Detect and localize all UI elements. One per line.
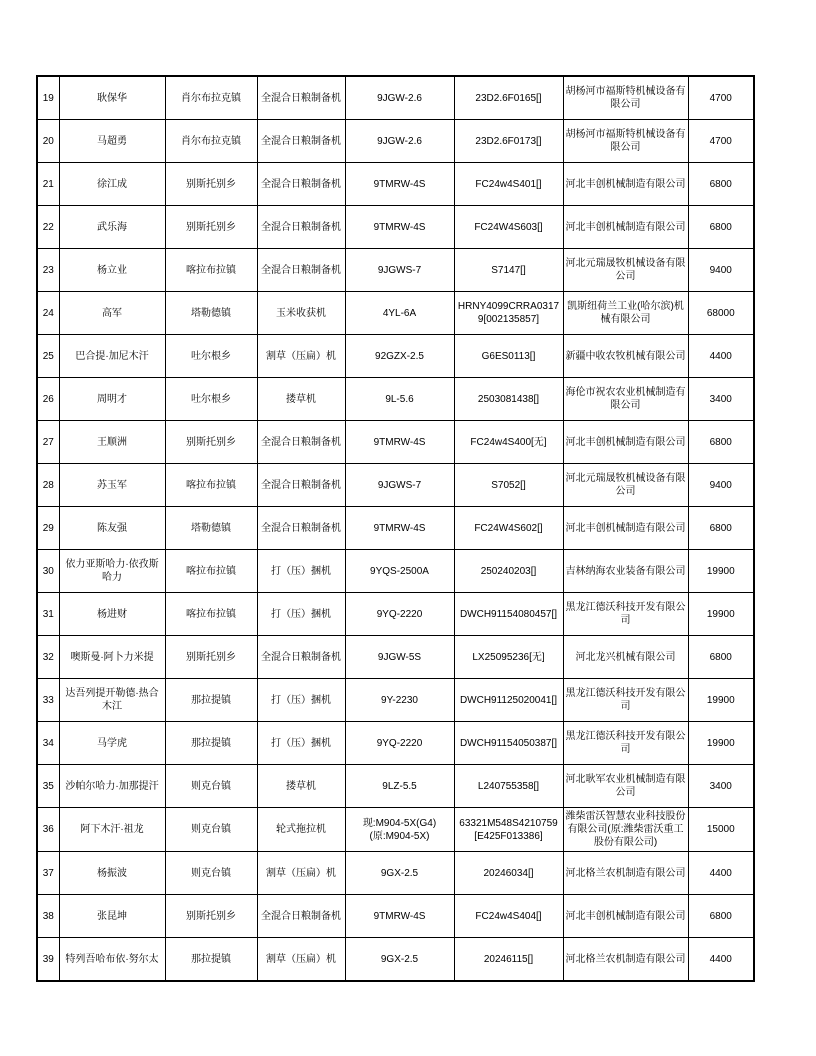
cell-model: 9JGWS-7 (345, 464, 454, 507)
cell-serial-number: DWCH91154050387[] (454, 722, 563, 765)
cell-township: 则克台镇 (165, 808, 257, 852)
cell-name: 高军 (59, 292, 165, 335)
cell-model: 9TMRW-4S (345, 163, 454, 206)
cell-manufacturer: 黑龙江德沃科技开发有限公司 (563, 679, 688, 722)
cell-model: 9Y-2230 (345, 679, 454, 722)
cell-row-number: 34 (37, 722, 59, 765)
table-row (37, 852, 754, 895)
cell-machine-type: 搂草机 (257, 765, 345, 808)
cell-machine-type: 全混合日粮制备机 (257, 206, 345, 249)
cell-row-number: 25 (37, 335, 59, 378)
table-row (37, 765, 754, 808)
subsidy-table-body (37, 76, 754, 981)
cell-machine-type: 全混合日粮制备机 (257, 507, 345, 550)
table-row (37, 679, 754, 722)
cell-manufacturer: 胡杨河市福斯特机械设备有限公司 (563, 120, 688, 163)
cell-township: 则克台镇 (165, 765, 257, 808)
cell-row-number: 28 (37, 464, 59, 507)
cell-machine-type: 割草（压扁）机 (257, 335, 345, 378)
cell-price: 4700 (688, 76, 754, 120)
cell-machine-type: 玉米收获机 (257, 292, 345, 335)
cell-township: 肖尔布拉克镇 (165, 76, 257, 120)
cell-manufacturer: 河北丰创机械制造有限公司 (563, 421, 688, 464)
cell-manufacturer: 河北丰创机械制造有限公司 (563, 206, 688, 249)
cell-row-number: 36 (37, 808, 59, 852)
cell-name: 杨进财 (59, 593, 165, 636)
cell-name: 马超勇 (59, 120, 165, 163)
cell-row-number: 37 (37, 852, 59, 895)
cell-machine-type: 全混合日粮制备机 (257, 421, 345, 464)
cell-price: 68000 (688, 292, 754, 335)
cell-serial-number: 63321M548S4210759[E425F013386] (454, 808, 563, 852)
cell-serial-number: FC24W4S602[] (454, 507, 563, 550)
cell-name: 巴合提·加尼木汗 (59, 335, 165, 378)
cell-machine-type: 打（压）捆机 (257, 550, 345, 593)
cell-manufacturer: 黑龙江德沃科技开发有限公司 (563, 722, 688, 765)
cell-name: 达吾列提开勒德·热合木江 (59, 679, 165, 722)
cell-price: 4400 (688, 335, 754, 378)
cell-serial-number: 20246034[] (454, 852, 563, 895)
cell-manufacturer: 河北丰创机械制造有限公司 (563, 507, 688, 550)
cell-model: 9TMRW-4S (345, 895, 454, 938)
cell-serial-number: 250240203[] (454, 550, 563, 593)
cell-township: 别斯托别乡 (165, 895, 257, 938)
cell-row-number: 38 (37, 895, 59, 938)
cell-serial-number: 2503081438[] (454, 378, 563, 421)
table-row (37, 421, 754, 464)
cell-row-number: 23 (37, 249, 59, 292)
cell-price: 6800 (688, 895, 754, 938)
cell-price: 6800 (688, 507, 754, 550)
cell-manufacturer: 河北元瑞晟牧机械设备有限公司 (563, 464, 688, 507)
cell-manufacturer: 海伦市祝农农业机械制造有限公司 (563, 378, 688, 421)
cell-price: 6800 (688, 421, 754, 464)
table-row (37, 76, 754, 120)
cell-manufacturer: 河北丰创机械制造有限公司 (563, 163, 688, 206)
cell-price: 6800 (688, 636, 754, 679)
table-row (37, 808, 754, 852)
cell-manufacturer: 新疆中收农牧机械有限公司 (563, 335, 688, 378)
cell-serial-number: 20246115[] (454, 938, 563, 982)
cell-model: 4YL-6A (345, 292, 454, 335)
cell-row-number: 32 (37, 636, 59, 679)
table-row (37, 593, 754, 636)
table-row (37, 895, 754, 938)
cell-price: 15000 (688, 808, 754, 852)
table-row (37, 464, 754, 507)
cell-manufacturer: 河北耿军农业机械制造有限公司 (563, 765, 688, 808)
cell-row-number: 31 (37, 593, 59, 636)
cell-name: 耿保华 (59, 76, 165, 120)
cell-row-number: 21 (37, 163, 59, 206)
cell-manufacturer: 河北龙兴机械有限公司 (563, 636, 688, 679)
cell-machine-type: 打（压）捆机 (257, 722, 345, 765)
cell-serial-number: S7052[] (454, 464, 563, 507)
table-row (37, 249, 754, 292)
cell-name: 徐江成 (59, 163, 165, 206)
cell-serial-number: S7147[] (454, 249, 563, 292)
cell-row-number: 20 (37, 120, 59, 163)
cell-township: 别斯托别乡 (165, 163, 257, 206)
cell-price: 6800 (688, 206, 754, 249)
cell-machine-type: 割草（压扁）机 (257, 852, 345, 895)
cell-price: 19900 (688, 593, 754, 636)
cell-serial-number: FC24w4S401[] (454, 163, 563, 206)
cell-model: 9L-5.6 (345, 378, 454, 421)
cell-serial-number: FC24W4S603[] (454, 206, 563, 249)
cell-serial-number: 23D2.6F0173[] (454, 120, 563, 163)
cell-township: 那拉提镇 (165, 938, 257, 982)
cell-row-number: 26 (37, 378, 59, 421)
cell-price: 4700 (688, 120, 754, 163)
cell-price: 3400 (688, 378, 754, 421)
cell-machine-type: 全混合日粮制备机 (257, 249, 345, 292)
cell-serial-number: L240755358[] (454, 765, 563, 808)
cell-township: 喀拉布拉镇 (165, 593, 257, 636)
cell-manufacturer: 河北元瑞晟牧机械设备有限公司 (563, 249, 688, 292)
table-row (37, 335, 754, 378)
cell-township: 喀拉布拉镇 (165, 249, 257, 292)
cell-name: 马学虎 (59, 722, 165, 765)
cell-township: 塔勒德镇 (165, 292, 257, 335)
subsidy-table (36, 75, 755, 982)
cell-row-number: 22 (37, 206, 59, 249)
cell-row-number: 29 (37, 507, 59, 550)
cell-model: 9YQS-2500A (345, 550, 454, 593)
cell-township: 塔勒德镇 (165, 507, 257, 550)
cell-serial-number: DWCH91154080457[] (454, 593, 563, 636)
cell-row-number: 19 (37, 76, 59, 120)
cell-serial-number: 23D2.6F0165[] (454, 76, 563, 120)
cell-price: 9400 (688, 249, 754, 292)
cell-row-number: 35 (37, 765, 59, 808)
cell-model: 9TMRW-4S (345, 206, 454, 249)
cell-manufacturer: 河北格兰农机制造有限公司 (563, 852, 688, 895)
table-row (37, 292, 754, 335)
cell-manufacturer: 河北丰创机械制造有限公司 (563, 895, 688, 938)
cell-name: 阿下木汗·祖龙 (59, 808, 165, 852)
cell-name: 杨立业 (59, 249, 165, 292)
table-row (37, 636, 754, 679)
cell-township: 肖尔布拉克镇 (165, 120, 257, 163)
cell-manufacturer: 河北格兰农机制造有限公司 (563, 938, 688, 982)
cell-price: 4400 (688, 852, 754, 895)
cell-township: 别斯托别乡 (165, 636, 257, 679)
cell-manufacturer: 潍柴雷沃智慧农业科技股份有限公司(原:潍柴雷沃重工股份有限公司) (563, 808, 688, 852)
table-row (37, 206, 754, 249)
cell-price: 19900 (688, 550, 754, 593)
cell-model: 现:M904-5X(G4) (原:M904-5X) (345, 808, 454, 852)
table-row (37, 120, 754, 163)
cell-machine-type: 全混合日粮制备机 (257, 895, 345, 938)
cell-model: 9YQ-2220 (345, 593, 454, 636)
cell-township: 那拉提镇 (165, 722, 257, 765)
cell-township: 喀拉布拉镇 (165, 550, 257, 593)
cell-price: 19900 (688, 722, 754, 765)
cell-machine-type: 全混合日粮制备机 (257, 163, 345, 206)
cell-manufacturer: 黑龙江德沃科技开发有限公司 (563, 593, 688, 636)
cell-model: 9JGWS-7 (345, 249, 454, 292)
cell-manufacturer: 吉林纳海农业装备有限公司 (563, 550, 688, 593)
cell-township: 别斯托别乡 (165, 206, 257, 249)
cell-serial-number: G6ES0113[] (454, 335, 563, 378)
cell-name: 武乐海 (59, 206, 165, 249)
cell-township: 那拉提镇 (165, 679, 257, 722)
cell-name: 苏玉军 (59, 464, 165, 507)
table-row (37, 722, 754, 765)
cell-price: 4400 (688, 938, 754, 982)
cell-model: 9TMRW-4S (345, 507, 454, 550)
cell-model: 9GX-2.5 (345, 938, 454, 982)
cell-name: 特列吾哈布依·努尔太 (59, 938, 165, 982)
cell-price: 3400 (688, 765, 754, 808)
cell-township: 吐尔根乡 (165, 335, 257, 378)
cell-model: 9GX-2.5 (345, 852, 454, 895)
cell-name: 依力亚斯哈力·依孜斯哈力 (59, 550, 165, 593)
cell-row-number: 33 (37, 679, 59, 722)
cell-machine-type: 打（压）捆机 (257, 593, 345, 636)
cell-manufacturer: 凯斯纽荷兰工业(哈尔滨)机械有限公司 (563, 292, 688, 335)
cell-township: 喀拉布拉镇 (165, 464, 257, 507)
cell-machine-type: 打（压）捆机 (257, 679, 345, 722)
cell-township: 别斯托别乡 (165, 421, 257, 464)
table-row (37, 378, 754, 421)
cell-machine-type: 全混合日粮制备机 (257, 120, 345, 163)
cell-township: 吐尔根乡 (165, 378, 257, 421)
cell-model: 9YQ-2220 (345, 722, 454, 765)
cell-machine-type: 搂草机 (257, 378, 345, 421)
cell-row-number: 27 (37, 421, 59, 464)
cell-serial-number: LX25095236[无] (454, 636, 563, 679)
table-row (37, 507, 754, 550)
cell-machine-type: 割草（压扁）机 (257, 938, 345, 982)
cell-name: 周明才 (59, 378, 165, 421)
cell-name: 噢斯曼·阿卜力米提 (59, 636, 165, 679)
cell-name: 张昆坤 (59, 895, 165, 938)
cell-serial-number: FC24w4S400[无] (454, 421, 563, 464)
cell-price: 6800 (688, 163, 754, 206)
cell-serial-number: FC24w4S404[] (454, 895, 563, 938)
cell-township: 则克台镇 (165, 852, 257, 895)
cell-model: 92GZX-2.5 (345, 335, 454, 378)
cell-model: 9TMRW-4S (345, 421, 454, 464)
cell-machine-type: 轮式拖拉机 (257, 808, 345, 852)
cell-row-number: 30 (37, 550, 59, 593)
cell-machine-type: 全混合日粮制备机 (257, 636, 345, 679)
cell-model: 9JGW-2.6 (345, 120, 454, 163)
cell-price: 19900 (688, 679, 754, 722)
cell-name: 陈友强 (59, 507, 165, 550)
cell-model: 9JGW-2.6 (345, 76, 454, 120)
cell-row-number: 39 (37, 938, 59, 982)
cell-price: 9400 (688, 464, 754, 507)
cell-machine-type: 全混合日粮制备机 (257, 464, 345, 507)
cell-name: 王顺洲 (59, 421, 165, 464)
cell-serial-number: DWCH91125020041[] (454, 679, 563, 722)
cell-model: 9LZ-5.5 (345, 765, 454, 808)
table-row (37, 550, 754, 593)
cell-row-number: 24 (37, 292, 59, 335)
cell-manufacturer: 胡杨河市福斯特机械设备有限公司 (563, 76, 688, 120)
cell-name: 沙帕尔哈力·加那提汗 (59, 765, 165, 808)
cell-name: 杨振波 (59, 852, 165, 895)
cell-machine-type: 全混合日粮制备机 (257, 76, 345, 120)
table-row (37, 163, 754, 206)
cell-serial-number: HRNY4099CRRA03179[002135857] (454, 292, 563, 335)
cell-model: 9JGW-5S (345, 636, 454, 679)
table-row (37, 938, 754, 982)
